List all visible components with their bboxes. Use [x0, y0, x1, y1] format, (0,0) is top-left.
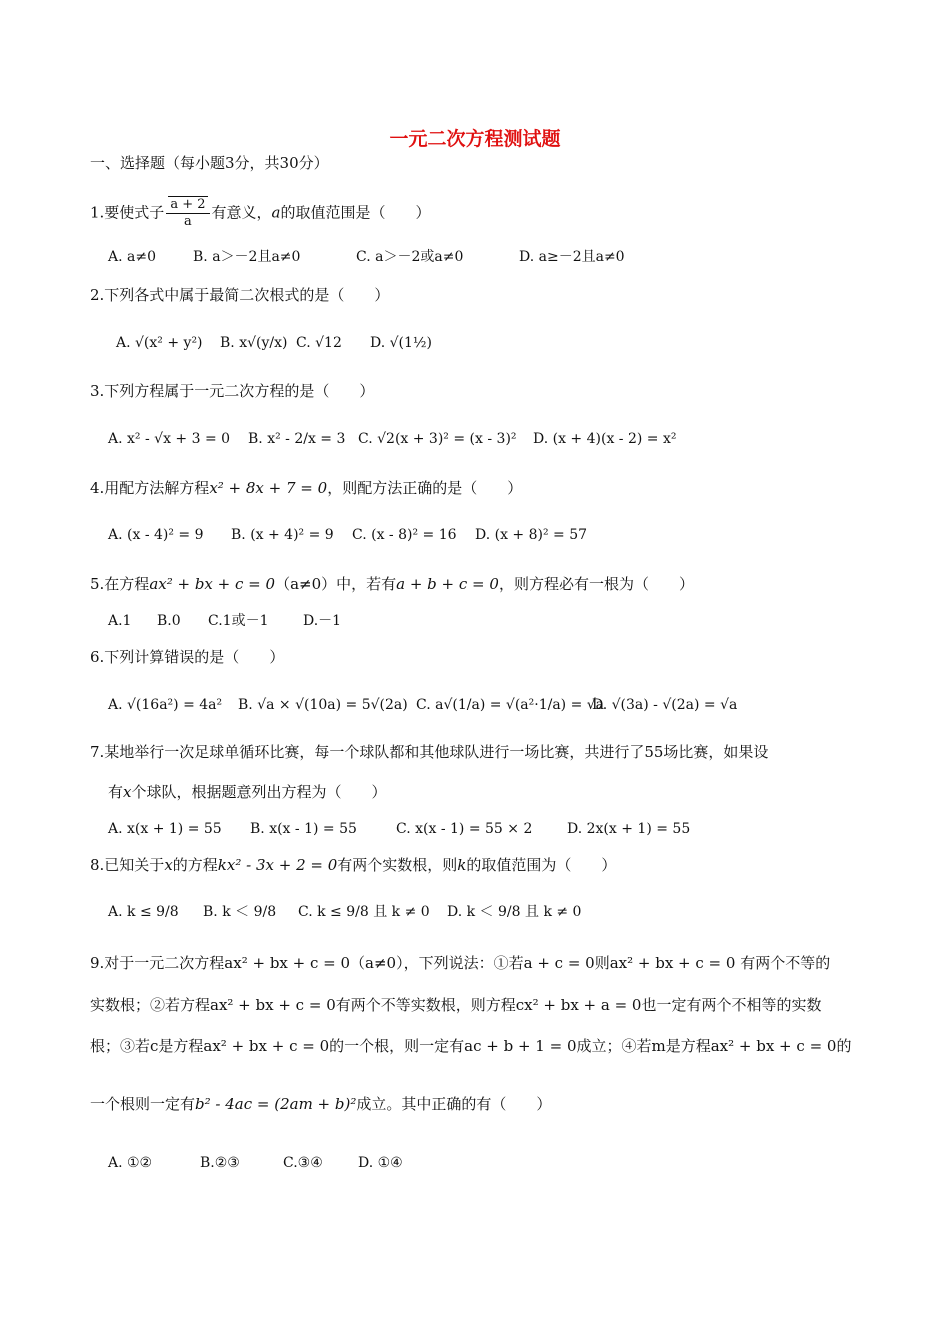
- q3-option-c[interactable]: C. √2(x + 3)² = (x - 3)²: [358, 431, 517, 447]
- q4-option-d[interactable]: D. (x + 8)² = 57: [475, 527, 588, 543]
- q8-option-d[interactable]: D. k ＜ 9/8 且 k ≠ 0: [447, 904, 582, 920]
- question-7-line-1: 7.某地举行一次足球单循环比赛，每一个球队都和其他球队进行一场比赛，共进行了55场比赛，如果设: [90, 743, 769, 761]
- q1-fraction-numerator: a + 2: [170, 197, 206, 212]
- q1-stem-text-a: 1.要使式子: [90, 203, 165, 222]
- q3-option-d[interactable]: D. (x + 4)(x - 2) = x²: [533, 431, 677, 447]
- question-1-stem: [90, 196, 430, 231]
- q1-option-c[interactable]: C. a＞－2或a≠0: [356, 249, 464, 265]
- q4-equation: x² + 8x + 7 = 0: [209, 479, 328, 497]
- q6-option-c[interactable]: C. a√(1/a) = √(a²·1/a) = √a: [416, 697, 605, 713]
- question-5-stem: [90, 577, 694, 592]
- question-3-stem: 3.下列方程属于一元二次方程的是（ ）: [90, 382, 375, 400]
- q4-option-b[interactable]: B. (x + 4)² = 9: [231, 527, 334, 543]
- q9-equation: b² - 4ac = (2am + b)²: [195, 1095, 357, 1113]
- q8-stem-text-b: 的方程: [172, 856, 218, 874]
- q1-fraction: [166, 196, 209, 231]
- q3-option-b[interactable]: B. x² - 2/x = 3: [248, 431, 346, 447]
- q4-option-a[interactable]: A. (x - 4)² = 9: [108, 527, 204, 543]
- q7-option-b[interactable]: B. x(x - 1) = 55: [250, 821, 357, 837]
- q5-condition: a + b + c = 0: [396, 575, 499, 593]
- q5-stem-text-a: 5.在方程: [90, 575, 150, 593]
- q2-option-c[interactable]: C. √12: [296, 335, 342, 351]
- q5-option-b[interactable]: B.0: [157, 613, 181, 629]
- q6-option-a[interactable]: A. √(16a²) = 4a²: [108, 697, 223, 713]
- q8-option-a[interactable]: A. k ≤ 9/8: [108, 904, 179, 920]
- question-9-line-3: 根；③若c是方程ax² + bx + c = 0的一个根，则一定有ac + b + 1 = 0成立；④若m是方程ax² + bx + c = 0的: [90, 1037, 852, 1055]
- section-heading: 一、选择题（每小题3分，共30分）: [90, 154, 329, 172]
- q1-variable: a: [271, 203, 281, 222]
- q5-stem-text-b: （a≠0）中，若有: [275, 575, 397, 593]
- q7-option-c[interactable]: C. x(x - 1) = 55 × 2: [396, 821, 533, 837]
- q9-option-c[interactable]: C.③④: [283, 1155, 323, 1171]
- q1-fraction-denominator: a: [184, 214, 192, 230]
- q1-option-d[interactable]: D. a≥－2且a≠0: [519, 249, 625, 265]
- page-title: 一元二次方程测试题: [389, 128, 561, 150]
- q4-option-c[interactable]: C. (x - 8)² = 16: [352, 527, 457, 543]
- q9-option-d[interactable]: D. ①④: [358, 1155, 403, 1171]
- q1-stem-text-c: 的取值范围是（ ）: [280, 203, 431, 222]
- q9-line4-text-a: 一个根则一定有: [90, 1095, 196, 1113]
- q5-equation: ax² + bx + c = 0: [149, 575, 276, 593]
- q7-line2-text-b: 个球队，根据题意列出方程为（ ）: [131, 783, 387, 801]
- q6-option-d[interactable]: D. √(3a) - √(2a) = √a: [592, 697, 738, 713]
- question-9-line-1: 9.对于一元二次方程ax² + bx + c = 0（a≠0），下列说法：①若a + c = 0则ax² + bx + c = 0 有两个不等的: [90, 954, 831, 972]
- q2-option-d[interactable]: D. √(1½): [370, 335, 432, 351]
- q1-stem-text-b: 有意义，: [211, 203, 272, 222]
- q5-option-a[interactable]: A.1: [108, 613, 132, 629]
- q8-option-b[interactable]: B. k ＜ 9/8: [203, 904, 277, 920]
- q9-line4-text-b: 成立。其中正确的有（ ）: [356, 1095, 552, 1113]
- q8-stem-text-a: 8.已知关于: [90, 856, 165, 874]
- q3-option-a[interactable]: A. x² - √x + 3 = 0: [108, 431, 231, 447]
- q4-stem-text-b: ，则配方法正确的是（ ）: [327, 479, 523, 497]
- q1-option-a[interactable]: A. a≠0: [108, 249, 156, 265]
- q7-option-a[interactable]: A. x(x + 1) = 55: [108, 821, 222, 837]
- question-9-line-2: 实数根；②若方程ax² + bx + c = 0有两个不等实数根，则方程cx² + bx + a = 0也一定有两个不相等的实数: [90, 996, 822, 1014]
- q8-variable-k: k: [457, 856, 467, 874]
- question-9-line-4: [90, 1097, 551, 1112]
- question-4-stem: [90, 481, 522, 496]
- q8-stem-text-c: 有两个实数根，则: [337, 856, 458, 874]
- q4-stem-text-a: 4.用配方法解方程: [90, 479, 210, 497]
- q1-option-b[interactable]: B. a＞－2且a≠0: [193, 249, 301, 265]
- q8-stem-text-d: 的取值范围为（ ）: [466, 856, 617, 874]
- q8-equation: kx² - 3x + 2 = 0: [217, 856, 338, 874]
- q8-option-c[interactable]: C. k ≤ 9/8 且 k ≠ 0: [298, 904, 430, 920]
- q7-line2-text-a: 有: [108, 783, 124, 801]
- question-8-stem: [90, 858, 616, 873]
- q6-option-b[interactable]: B. √a × √(10a) = 5√(2a): [238, 697, 408, 713]
- q9-option-b[interactable]: B.②③: [200, 1155, 240, 1171]
- q9-option-a[interactable]: A. ①②: [108, 1155, 153, 1171]
- question-7-line-2: [108, 785, 387, 800]
- q5-option-d[interactable]: D.－1: [303, 613, 342, 629]
- q7-option-d[interactable]: D. 2x(x + 1) = 55: [567, 821, 691, 837]
- q8-variable-x: x: [164, 856, 173, 874]
- q5-stem-text-c: ，则方程必有一根为（ ）: [498, 575, 694, 593]
- q7-variable: x: [123, 783, 132, 801]
- q5-option-c[interactable]: C.1或－1: [208, 613, 269, 629]
- question-6-stem: 6.下列计算错误的是（ ）: [90, 648, 285, 666]
- question-2-stem: 2.下列各式中属于最简二次根式的是（ ）: [90, 286, 390, 304]
- q2-option-b[interactable]: B. x√(y/x): [220, 335, 288, 351]
- q2-option-a[interactable]: A. √(x² + y²): [116, 335, 203, 351]
